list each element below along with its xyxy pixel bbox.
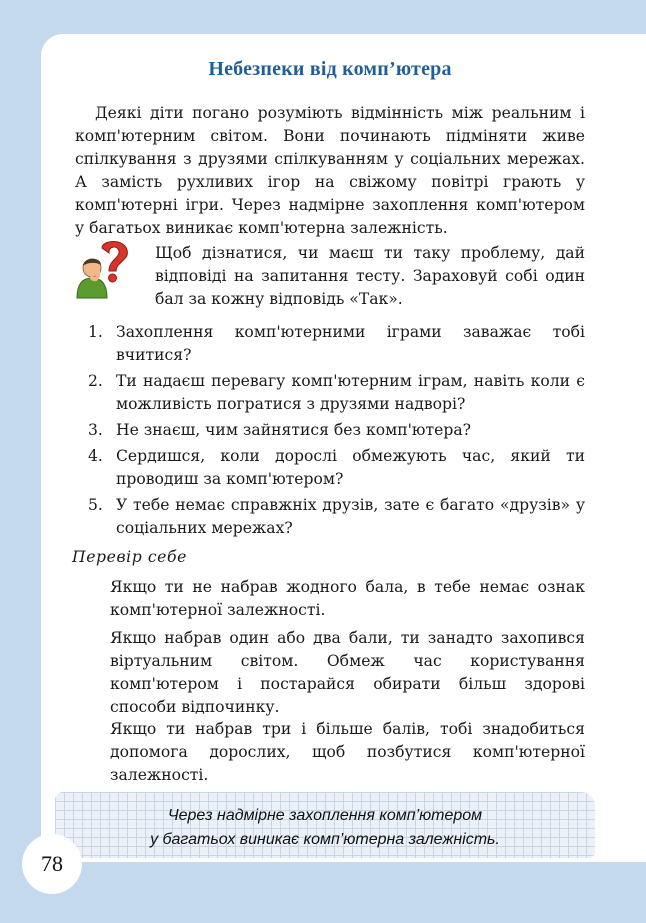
note-line-1: Через надмірне захоплення комп’ютером [167, 807, 483, 824]
list-item [88, 370, 585, 416]
thinking-person-question-icon [72, 238, 134, 300]
intro-paragraph: Деякі діти погано розуміють відмінність між реальним і комп'ютерним світом. Вони починають підміняти живе спілкування з друзями спілкуванням у соціальних мережах. А замість рухливих ігор на свіжому повітрі грають у комп'ютерні ігри. Через надмірне захоплення комп'ютером у багатьох виникає комп'ютерна залежність. [75, 104, 585, 237]
test-instructions: Щоб дізнатися, чи маєш ти таку проблему, дай відповіді на запитання тесту. Зараховуй собі один бал за кожну відповідь «Так». [155, 244, 585, 308]
result-paragraph-zero: Якщо ти не набрав жодного бала, в тебе немає ознак комп'ютерної залежності. [110, 578, 585, 619]
list-item [88, 419, 585, 442]
question-number: 3. [88, 421, 103, 439]
question-text: Ти надаєш перевагу комп'ютерним іграм, навіть коли є можливість погратися з друзями надворі? [116, 372, 585, 413]
question-number: 4. [88, 447, 103, 465]
note-line-2: у багатьох виникає комп’ютерна залежність. [150, 831, 500, 848]
key-takeaway-note [55, 792, 595, 858]
test-question-list [88, 321, 585, 543]
question-number: 2. [88, 372, 103, 390]
question-number: 5. [88, 496, 103, 514]
question-text: Захоплення комп'ютерними іграми заважає тобі вчитися? [116, 323, 585, 364]
list-item [88, 494, 585, 540]
page-title: Небезпеки від комп’ютера [208, 58, 452, 80]
question-text: Не знаєш, чим зайнятися без комп'ютера? [116, 421, 471, 439]
page-number: 78 [41, 851, 63, 876]
question-text: У тебе немає справжніх друзів, зате є багато «друзів» у соціальних мережах? [116, 496, 585, 537]
question-number: 1. [88, 323, 103, 341]
result-paragraph-many: Якщо ти набрав три і більше балів, тобі знадобиться допомога дорослих, щоб позбутися комп'ютерної залежності. [110, 720, 585, 784]
list-item [88, 321, 585, 367]
result-paragraph-few: Якщо набрав один або два бали, ти занадто захопився віртуальним світом. Обмеж час користування комп'ютером і постарайся обирати більш здорові способи відпочинку. [110, 629, 585, 716]
list-item [88, 445, 585, 491]
check-yourself-heading: Перевір себе [72, 548, 187, 566]
question-text: Сердишся, коли дорослі обмежують час, який ти проводиш за комп'ютером? [116, 447, 585, 488]
